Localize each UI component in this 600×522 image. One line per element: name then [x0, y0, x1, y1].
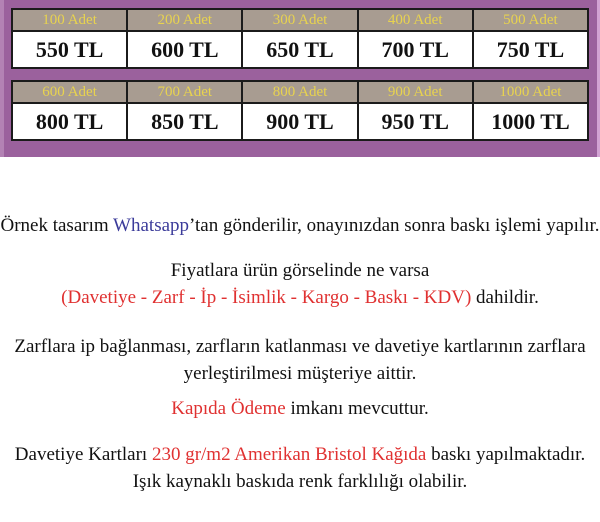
- price-cell: 750 TL: [472, 32, 587, 67]
- note-text: imkanı mevcuttur.: [285, 398, 429, 419]
- note-text: ’tan gönderilir, onayınızdan sonra baskı işlemi yapılır.: [189, 215, 600, 236]
- price-cell: 850 TL: [126, 104, 241, 139]
- quantity-header-cell: 400 Adet: [357, 10, 472, 30]
- note-line: Fiyatlara ürün görselinde ne varsa: [170, 260, 430, 281]
- price-cell: 550 TL: [35, 36, 104, 62]
- price-cell: 950 TL: [357, 104, 472, 139]
- quantity-header-cell: 300 Adet: [241, 10, 356, 30]
- included-items-list: (Davetiye - Zarf - İp - İsimlik - Kargo - Baskı - KDV): [61, 287, 472, 308]
- quantity-header-cell: 1000 Adet: [472, 82, 587, 102]
- quantity-header-cell: 900 Adet: [357, 82, 472, 102]
- note-text: Örnek tasarım: [0, 215, 114, 236]
- note-text: baskı yapılmaktadır.: [426, 444, 586, 465]
- note-line: yerleştirilmesi müşteriye aittir.: [183, 363, 417, 384]
- quantity-header-row: [13, 10, 587, 32]
- pricing-table-1: [11, 8, 589, 69]
- quantity-header-cell: 100 Adet: [42, 11, 97, 28]
- price-cell: 800 TL: [35, 108, 104, 134]
- quantity-header-cell: 700 Adet: [126, 82, 241, 102]
- price-cell: 700 TL: [357, 32, 472, 67]
- price-row: [13, 104, 587, 139]
- note-sample-design: [0, 212, 600, 239]
- quantity-header-cell: 500 Adet: [472, 10, 587, 30]
- whatsapp-label: Whatsapp: [113, 215, 190, 236]
- price-cell: 600 TL: [126, 32, 241, 67]
- quantity-header-cell: 600 Adet: [42, 83, 97, 100]
- quantity-header-row: [13, 82, 587, 104]
- note-paper-type: [0, 441, 600, 495]
- pricing-table-2: [11, 80, 589, 141]
- paper-spec-label: 230 gr/m2 Amerikan Bristol Kağıda: [151, 444, 427, 465]
- price-cell: 900 TL: [241, 104, 356, 139]
- note-line: [0, 441, 600, 468]
- price-row: [13, 32, 587, 67]
- note-cash-on-delivery: [0, 395, 600, 422]
- note-price-includes: [0, 257, 600, 311]
- note-text: Davetiye Kartları: [14, 444, 152, 465]
- note-text: dahildir.: [471, 287, 539, 308]
- banner-left-edge: [0, 0, 4, 157]
- note-customer-assembly: [0, 333, 600, 387]
- quantity-header-cell: 200 Adet: [126, 10, 241, 30]
- note-line: Işık kaynaklı baskıda renk farklılığı olabilir.: [132, 471, 468, 492]
- note-line: [0, 284, 600, 311]
- price-cell: 650 TL: [241, 32, 356, 67]
- quantity-header-cell: 800 Adet: [241, 82, 356, 102]
- price-cell: 1000 TL: [472, 104, 587, 139]
- cash-on-delivery-label: Kapıda Ödeme: [171, 398, 286, 419]
- note-line: Zarflara ip bağlanması, zarfların katlanması ve davetiye kartlarının zarflara: [14, 336, 586, 357]
